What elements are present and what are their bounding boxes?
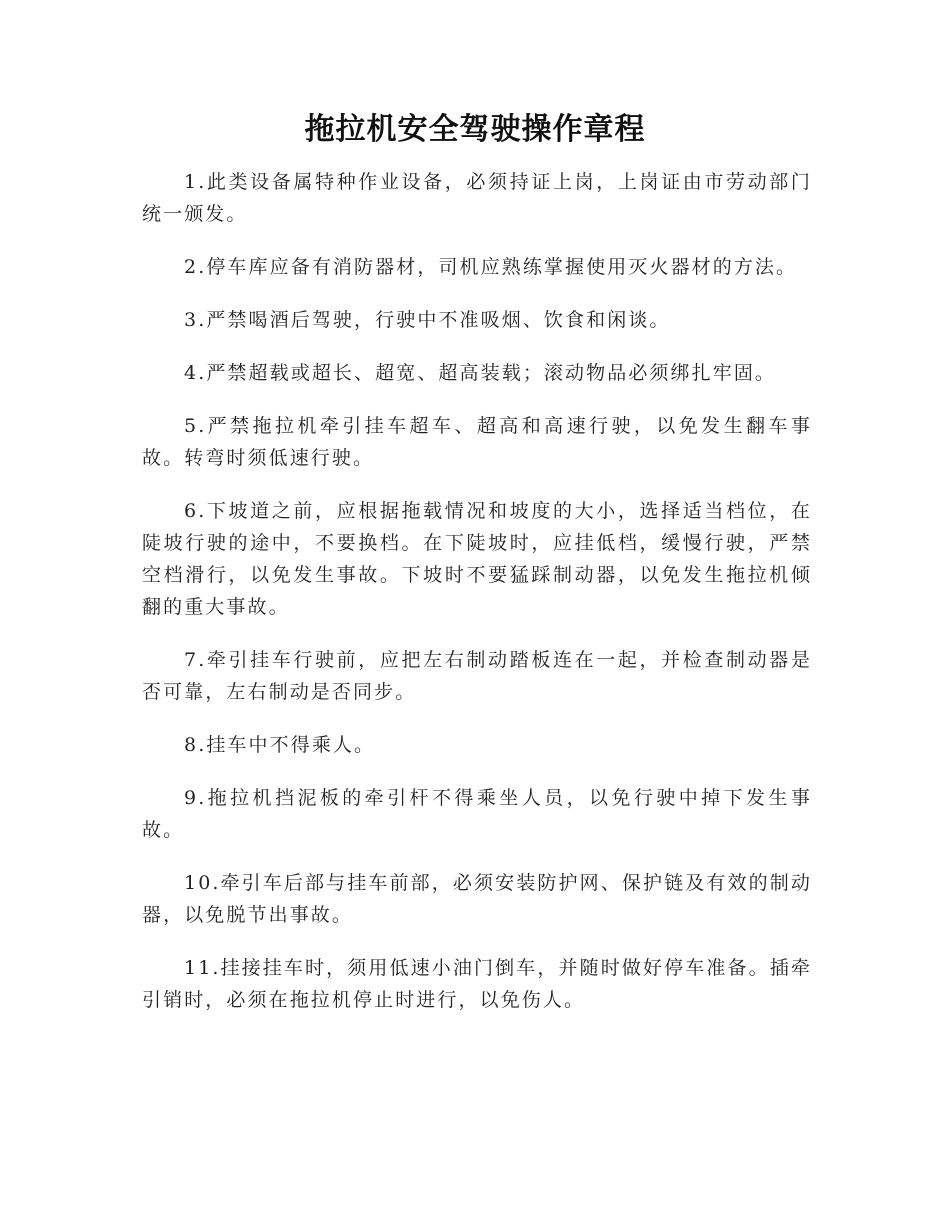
rule-paragraph-9: 9.拖拉机挡泥板的牵引杆不得乘坐人员，以免行驶中掉下发生事故。 <box>142 787 812 841</box>
rule-paragraph-5: 5.严禁拖拉机牵引挂车超车、超高和高速行驶，以免发生翻车事故。转弯时须低速行驶。 <box>142 415 812 469</box>
rule-paragraph-11: 11.挂接挂车时，须用低速小油门倒车，并随时做好停车准备。插牵引销时，必须在拖拉机停止时进行，以免伤人。 <box>142 957 812 1011</box>
rule-paragraph-6: 6.下坡道之前，应根据拖载情况和坡度的大小，选择适当档位，在陡坡行驶的途中，不要换档。在下陡坡时，应挂低档，缓慢行驶，严禁空档滑行，以免发生事故。下坡时不要猛踩制动器，以免发生拖拉机倾翻的重大事故。 <box>142 500 812 618</box>
document-body <box>142 166 812 1037</box>
rule-paragraph-1: 1.此类设备属特种作业设备，必须持证上岗，上岗证由市劳动部门统一颁发。 <box>142 171 812 225</box>
rule-paragraph-10: 10.牵引车后部与挂车前部，必须安装防护网、保护链及有效的制动器，以免脱节出事故。 <box>142 872 812 926</box>
document-title: 拖拉机安全驾驶操作章程 <box>304 112 646 147</box>
rule-paragraph-3: 3.严禁喝酒后驾驶，行驶中不准吸烟、饮食和闲谈。 <box>184 309 671 331</box>
rule-paragraph-2: 2.停车库应备有消防器材，司机应熟练掌握使用灭火器材的方法。 <box>184 256 798 278</box>
rule-paragraph-7: 7.牵引挂车行驶前，应把左右制动踏板连在一起，并检查制动器是否可靠，左右制动是否同步。 <box>142 649 812 703</box>
rule-paragraph-8: 8.挂车中不得乘人。 <box>184 734 376 756</box>
rule-paragraph-4: 4.严禁超载或超长、超宽、超高装载；滚动物品必须绑扎牢固。 <box>184 362 777 384</box>
